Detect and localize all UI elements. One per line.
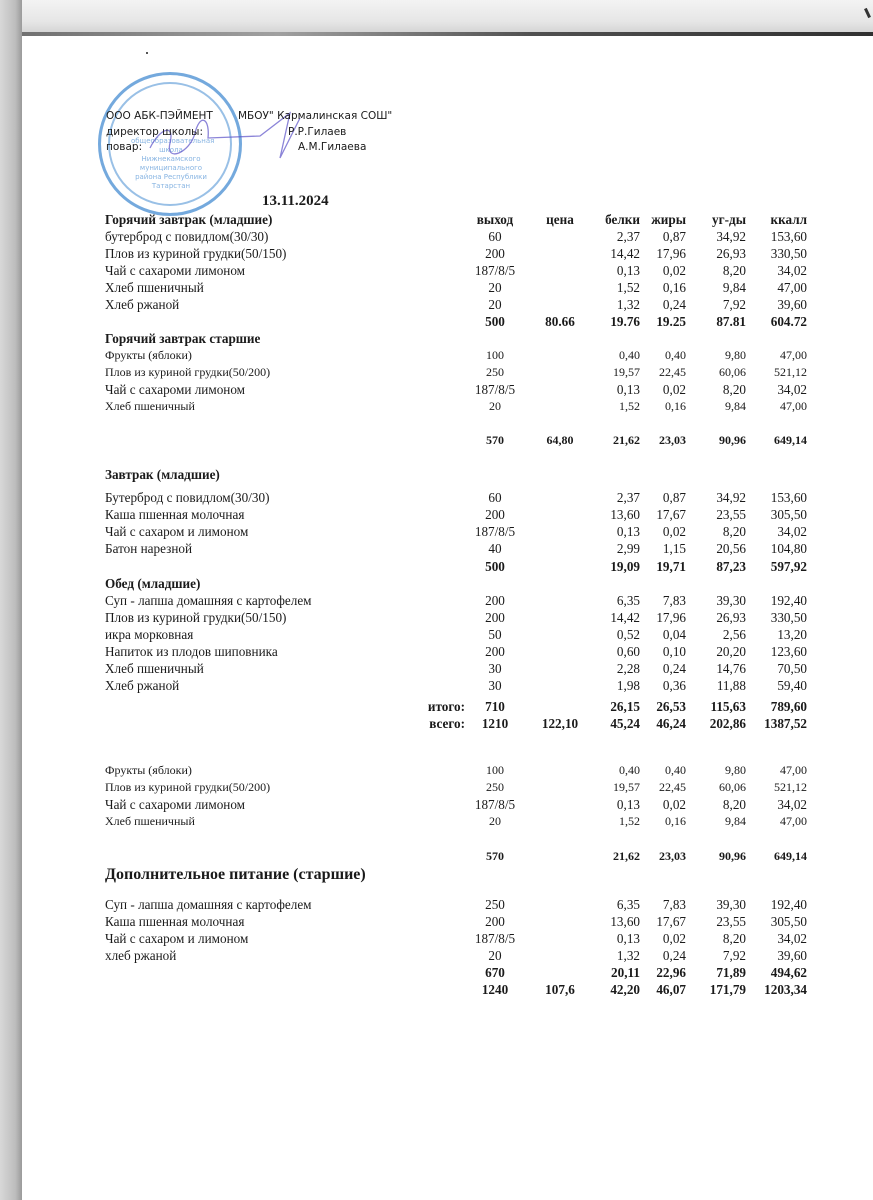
cell-out: 20 xyxy=(489,399,501,413)
cell-out: 250 xyxy=(485,897,505,912)
dish-name: Хлеб ржаной xyxy=(105,297,180,312)
cell-kcal: 123,60 xyxy=(770,644,807,659)
cell-fat: 0,10 xyxy=(662,644,686,659)
cell-protein: 0,40 xyxy=(619,348,640,362)
cell-kcal: 47,00 xyxy=(780,399,807,413)
cell-carbs: 20,56 xyxy=(716,541,746,556)
cell-protein: 21,62 xyxy=(613,433,640,447)
cell-kcal: 494,62 xyxy=(770,965,807,980)
dish-name: Суп - лапша домашняя с картофелем xyxy=(105,897,312,912)
cell-fat: 19.25 xyxy=(656,314,686,329)
cell-carbs: 9,80 xyxy=(725,348,746,362)
dish-name: Хлеб ржаной xyxy=(105,678,180,693)
cell-out: 20 xyxy=(488,948,502,963)
dish-name: бутерброд с повидлом(30/30) xyxy=(105,229,269,244)
cell-kcal: 104,80 xyxy=(770,541,807,556)
cell-fat: 22,96 xyxy=(656,965,686,980)
dish-name: Фрукты (яблоки) xyxy=(105,763,192,777)
cell-fat: 0,36 xyxy=(662,678,686,693)
cell-protein: 2,28 xyxy=(616,661,640,676)
cell-protein: 42,20 xyxy=(610,982,640,997)
menu-item-row xyxy=(105,523,807,540)
dish-name: Плов из куриной грудки(50/200) xyxy=(105,365,271,379)
cell-kcal: 192,40 xyxy=(770,897,807,912)
section-title: Обед (младшие) xyxy=(105,576,201,591)
cell-out: 1210 xyxy=(481,716,509,731)
cell-carbs: 115,63 xyxy=(710,699,746,714)
cell-fat: 7,83 xyxy=(662,593,686,608)
cell-carbs: 34,92 xyxy=(716,229,746,244)
menu-item-row xyxy=(105,677,807,694)
scan-left-edge xyxy=(0,0,22,1200)
cell-fat: 0,24 xyxy=(662,297,686,312)
cell-carbs: 60,06 xyxy=(719,780,746,794)
cell-carbs: 39,30 xyxy=(716,593,746,608)
total-label: всего: xyxy=(429,716,465,731)
cell-fat: 0,24 xyxy=(662,661,686,676)
menu-item-row xyxy=(105,592,807,609)
cell-out: 250 xyxy=(486,365,504,379)
cell-out: 187/8/5 xyxy=(474,263,516,278)
cell-kcal: 1203,34 xyxy=(764,982,807,997)
cell-fat: 0,40 xyxy=(665,763,686,777)
cell-carbs: 8,20 xyxy=(722,263,746,278)
cell-protein: 1,32 xyxy=(616,297,640,312)
cell-fat: 22,45 xyxy=(659,365,686,379)
menu-item-row xyxy=(105,609,807,626)
cell-protein: 19,57 xyxy=(613,780,640,794)
dish-name: Плов из куриной грудки(50/150) xyxy=(105,246,287,261)
cell-out: 30 xyxy=(488,661,502,676)
cell-out: 1240 xyxy=(481,982,509,997)
cell-protein: 19,57 xyxy=(613,365,640,379)
dish-name: Суп - лапша домашняя с картофелем xyxy=(105,593,312,608)
cell-fat: 0,87 xyxy=(662,490,686,505)
cell-kcal: 649,14 xyxy=(774,433,807,447)
section-title: Завтрак (младшие) xyxy=(105,467,220,482)
cell-protein: 45,24 xyxy=(610,716,640,731)
cell-carbs: 8,20 xyxy=(722,524,746,539)
dish-name: Хлеб пшеничный xyxy=(105,280,204,295)
dish-name: Чай с сахароми лимоном xyxy=(105,263,246,278)
cell-out: 187/8/5 xyxy=(474,382,516,397)
cell-out: 200 xyxy=(485,914,505,929)
dish-name: Напиток из плодов шиповника xyxy=(105,644,278,659)
cell-kcal: 47,00 xyxy=(780,348,807,362)
cell-kcal: 47,00 xyxy=(777,280,807,295)
subtotal-row xyxy=(105,964,807,981)
col-price: цена xyxy=(546,212,574,227)
cell-fat: 23,03 xyxy=(659,849,686,863)
column-header-row xyxy=(105,211,807,228)
grand-total-row xyxy=(105,715,807,732)
cell-out: 60 xyxy=(488,490,502,505)
menu-item-row xyxy=(105,947,807,964)
cell-out: 200 xyxy=(485,610,505,625)
cell-protein: 13,60 xyxy=(610,914,640,929)
cell-protein: 26,15 xyxy=(610,699,640,714)
director-label: директор школы: xyxy=(106,126,204,138)
col-fat: жиры xyxy=(651,212,686,227)
cell-kcal: 34,02 xyxy=(777,382,807,397)
dish-name: Каша пшенная молочная xyxy=(105,507,245,522)
menu-item-row xyxy=(105,364,807,381)
cell-out: 500 xyxy=(485,559,505,574)
subtotal-row xyxy=(105,432,807,449)
cell-kcal: 1387,52 xyxy=(764,716,807,731)
cell-fat: 46,07 xyxy=(656,982,686,997)
cell-price: 107,6 xyxy=(545,982,575,997)
cell-carbs: 8,20 xyxy=(722,931,746,946)
cell-carbs: 23,55 xyxy=(716,507,746,522)
cell-out: 200 xyxy=(485,246,505,261)
section-title: Дополнительное питание (старшие) xyxy=(105,866,366,883)
cell-fat: 0,87 xyxy=(662,229,686,244)
cell-protein: 2,37 xyxy=(616,490,640,505)
cell-out: 50 xyxy=(488,627,502,642)
cell-out: 187/8/5 xyxy=(474,797,516,812)
dish-name: Чай с сахаром и лимоном xyxy=(105,931,249,946)
cell-protein: 0,52 xyxy=(616,627,640,642)
cell-out: 100 xyxy=(486,348,504,362)
org-left: ООО АБК-ПЭЙМЕНТ xyxy=(106,110,213,122)
cell-protein: 0,40 xyxy=(619,763,640,777)
cell-carbs: 8,20 xyxy=(722,382,746,397)
cell-out: 670 xyxy=(485,965,505,980)
director-name: Р.Р.Гилаев xyxy=(288,126,347,138)
cell-carbs: 9,80 xyxy=(725,763,746,777)
cell-kcal: 192,40 xyxy=(770,593,807,608)
cell-kcal: 39,60 xyxy=(777,948,807,963)
cell-price: 122,10 xyxy=(541,716,579,731)
cell-fat: 23,03 xyxy=(659,433,686,447)
cell-fat: 19,71 xyxy=(656,559,686,574)
cell-protein: 20,11 xyxy=(611,965,640,980)
cell-price: 64,80 xyxy=(546,433,574,447)
cell-kcal: 34,02 xyxy=(777,797,807,812)
section-title-row xyxy=(105,575,785,592)
grand-total-row xyxy=(105,981,807,998)
cell-carbs: 14,76 xyxy=(716,661,746,676)
cell-carbs: 90,96 xyxy=(719,849,746,863)
cell-kcal: 153,60 xyxy=(770,229,807,244)
cell-out: 187/8/5 xyxy=(474,931,516,946)
cell-protein: 0,13 xyxy=(616,263,640,278)
menu-item-row xyxy=(105,779,807,796)
cell-kcal: 305,50 xyxy=(770,914,807,929)
cell-fat: 0,16 xyxy=(665,814,686,828)
menu-item-row xyxy=(105,660,807,677)
col-protein: белки xyxy=(605,212,640,227)
cell-kcal: 13,20 xyxy=(777,627,807,642)
cell-carbs: 9,84 xyxy=(725,399,746,413)
menu-item-row xyxy=(105,228,807,245)
cell-carbs: 60,06 xyxy=(719,365,746,379)
cell-fat: 0,02 xyxy=(662,382,686,397)
menu-item-row xyxy=(105,262,807,279)
cell-kcal: 604.72 xyxy=(770,314,807,329)
cell-carbs: 90,96 xyxy=(719,433,746,447)
cell-out: 250 xyxy=(486,780,504,794)
menu-item-row xyxy=(105,398,807,415)
subtotal-row xyxy=(105,698,807,715)
dish-name: Хлеб пшеничный xyxy=(105,814,195,828)
dish-name: Плов из куриной грудки(50/200) xyxy=(105,780,271,794)
cell-fat: 7,83 xyxy=(662,897,686,912)
menu-item-row xyxy=(105,506,807,523)
cook-label: повар: xyxy=(106,141,143,153)
cell-price: 80.66 xyxy=(545,314,575,329)
cell-carbs: 23,55 xyxy=(716,914,746,929)
cell-kcal: 47,00 xyxy=(780,814,807,828)
cell-carbs: 87,23 xyxy=(716,559,746,574)
cell-carbs: 7,92 xyxy=(722,297,746,312)
cell-kcal: 789,60 xyxy=(770,699,807,714)
col-kcal: ккалл xyxy=(770,212,807,227)
cell-fat: 17,67 xyxy=(656,914,686,929)
cell-fat: 0,02 xyxy=(662,263,686,278)
dish-name: Бутерброд с повидлом(30/30) xyxy=(105,490,270,505)
cell-out: 710 xyxy=(485,699,505,714)
cell-out: 500 xyxy=(485,314,505,329)
cell-carbs: 2,56 xyxy=(722,627,746,642)
cell-out: 40 xyxy=(488,541,502,556)
cell-fat: 22,45 xyxy=(659,780,686,794)
cell-protein: 1,52 xyxy=(616,280,640,295)
dish-name: Плов из куриной грудки(50/150) xyxy=(105,610,287,625)
cell-out: 100 xyxy=(486,763,504,777)
cell-out: 20 xyxy=(488,280,502,295)
menu-item-row xyxy=(105,381,807,398)
cell-protein: 6,35 xyxy=(616,593,640,608)
cell-carbs: 7,92 xyxy=(722,948,746,963)
cell-protein: 6,35 xyxy=(616,897,640,912)
section-title-row xyxy=(105,466,785,483)
cell-carbs: 39,30 xyxy=(716,897,746,912)
section-title: Горячий завтрак старшие xyxy=(105,331,261,346)
total-label: итого: xyxy=(427,699,465,714)
cell-fat: 26,53 xyxy=(656,699,686,714)
cell-protein: 13,60 xyxy=(610,507,640,522)
cell-kcal: 47,00 xyxy=(780,763,807,777)
cell-kcal: 39,60 xyxy=(777,297,807,312)
cell-protein: 14,42 xyxy=(610,246,640,261)
scan-speck xyxy=(146,52,148,54)
cell-carbs: 171,79 xyxy=(709,982,746,997)
dish-name: Хлеб пшеничный xyxy=(105,399,195,413)
cell-fat: 0,02 xyxy=(662,931,686,946)
menu-item-row xyxy=(105,245,807,262)
section-title-row xyxy=(105,866,785,883)
dish-name: икра морковная xyxy=(105,627,194,642)
cell-out: 570 xyxy=(486,849,504,863)
cell-out: 200 xyxy=(485,507,505,522)
dish-name: Фрукты (яблоки) xyxy=(105,348,192,362)
cell-carbs: 9,84 xyxy=(725,814,746,828)
cell-kcal: 34,02 xyxy=(777,263,807,278)
menu-item-row xyxy=(105,896,807,913)
cell-kcal: 330,50 xyxy=(770,246,807,261)
subtotal-row xyxy=(105,313,807,330)
menu-item-row xyxy=(105,813,807,830)
menu-item-row xyxy=(105,762,807,779)
cell-fat: 0,04 xyxy=(662,627,686,642)
dish-name: Хлеб пшеничный xyxy=(105,661,204,676)
cell-carbs: 202,86 xyxy=(709,716,746,731)
cell-protein: 19.76 xyxy=(610,314,640,329)
cell-protein: 21,62 xyxy=(613,849,640,863)
cell-fat: 46,24 xyxy=(656,716,686,731)
cell-protein: 1,32 xyxy=(616,948,640,963)
dish-name: Каша пшенная молочная xyxy=(105,914,245,929)
dish-name: Чай с сахароми лимоном xyxy=(105,382,246,397)
cell-carbs: 26,93 xyxy=(716,246,746,261)
menu-item-row xyxy=(105,279,807,296)
dish-name: хлеб ржаной xyxy=(105,948,177,963)
cell-fat: 17,67 xyxy=(656,507,686,522)
cell-out: 20 xyxy=(489,814,501,828)
cell-fat: 1,15 xyxy=(662,541,686,556)
cell-fat: 0,40 xyxy=(665,348,686,362)
cell-out: 200 xyxy=(485,593,505,608)
cell-protein: 19,09 xyxy=(610,559,640,574)
cell-kcal: 305,50 xyxy=(770,507,807,522)
cell-out: 187/8/5 xyxy=(474,524,516,539)
menu-date: 13.11.2024 xyxy=(262,193,329,209)
cell-kcal: 34,02 xyxy=(777,931,807,946)
cell-fat: 17,96 xyxy=(656,610,686,625)
cell-kcal: 153,60 xyxy=(770,490,807,505)
cell-fat: 0,02 xyxy=(662,797,686,812)
cell-kcal: 521,12 xyxy=(774,780,807,794)
menu-item-row xyxy=(105,540,807,557)
cook-name: А.М.Гилаева xyxy=(298,141,367,153)
subtotal-row xyxy=(105,558,807,575)
org-right: МБОУ" Кармалинская СОШ" xyxy=(238,110,393,122)
cell-protein: 14,42 xyxy=(610,610,640,625)
dish-name: Чай с сахароми лимоном xyxy=(105,797,246,812)
cell-carbs: 20,20 xyxy=(716,644,746,659)
cell-out: 30 xyxy=(488,678,502,693)
cell-kcal: 597,92 xyxy=(770,559,807,574)
cell-kcal: 521,12 xyxy=(774,365,807,379)
cell-protein: 0,60 xyxy=(616,644,640,659)
menu-item-row xyxy=(105,913,807,930)
cell-protein: 1,98 xyxy=(616,678,640,693)
cell-protein: 1,52 xyxy=(619,399,640,413)
cell-carbs: 71,89 xyxy=(716,965,746,980)
cell-kcal: 34,02 xyxy=(777,524,807,539)
scan-top-edge xyxy=(0,0,873,36)
cell-carbs: 11,88 xyxy=(716,678,746,693)
cell-protein: 0,13 xyxy=(616,797,640,812)
subtotal-row xyxy=(105,848,807,865)
menu-item-row xyxy=(105,626,807,643)
cell-fat: 0,24 xyxy=(662,948,686,963)
menu-item-row xyxy=(105,489,807,506)
cell-kcal: 330,50 xyxy=(770,610,807,625)
cell-fat: 0,02 xyxy=(662,524,686,539)
col-out: выход xyxy=(476,212,514,227)
cell-protein: 0,13 xyxy=(616,524,640,539)
cell-carbs: 9,84 xyxy=(722,280,746,295)
cell-carbs: 34,92 xyxy=(716,490,746,505)
col-carbs: уг-ды xyxy=(712,212,746,227)
cell-protein: 1,52 xyxy=(619,814,640,828)
cell-fat: 0,16 xyxy=(662,280,686,295)
menu-item-row xyxy=(105,930,807,947)
section-title-row xyxy=(105,330,785,347)
section-title: Горячий завтрак (младшие) xyxy=(105,212,273,227)
cell-kcal: 70,50 xyxy=(777,661,807,676)
menu-item-row xyxy=(105,643,807,660)
stamp-text: общеобразовательная школа Нижнекамского муниципального района Республики Татарстан xyxy=(131,137,215,190)
cell-protein: 0,13 xyxy=(616,931,640,946)
dish-name: Чай с сахаром и лимоном xyxy=(105,524,249,539)
cell-fat: 0,16 xyxy=(665,399,686,413)
menu-item-row xyxy=(105,347,807,364)
cell-protein: 2,99 xyxy=(616,541,640,556)
menu-item-row xyxy=(105,796,807,813)
cell-carbs: 87.81 xyxy=(716,314,746,329)
dish-name: Батон нарезной xyxy=(105,541,193,556)
menu-item-row xyxy=(105,296,807,313)
cell-carbs: 8,20 xyxy=(722,797,746,812)
cell-carbs: 26,93 xyxy=(716,610,746,625)
cell-out: 60 xyxy=(488,229,502,244)
cell-out: 20 xyxy=(488,297,502,312)
cell-out: 570 xyxy=(486,433,504,447)
cell-fat: 17,96 xyxy=(656,246,686,261)
cell-kcal: 649,14 xyxy=(774,849,807,863)
cell-protein: 0,13 xyxy=(616,382,640,397)
cell-kcal: 59,40 xyxy=(777,678,807,693)
cell-protein: 2,37 xyxy=(616,229,640,244)
cell-out: 200 xyxy=(485,644,505,659)
